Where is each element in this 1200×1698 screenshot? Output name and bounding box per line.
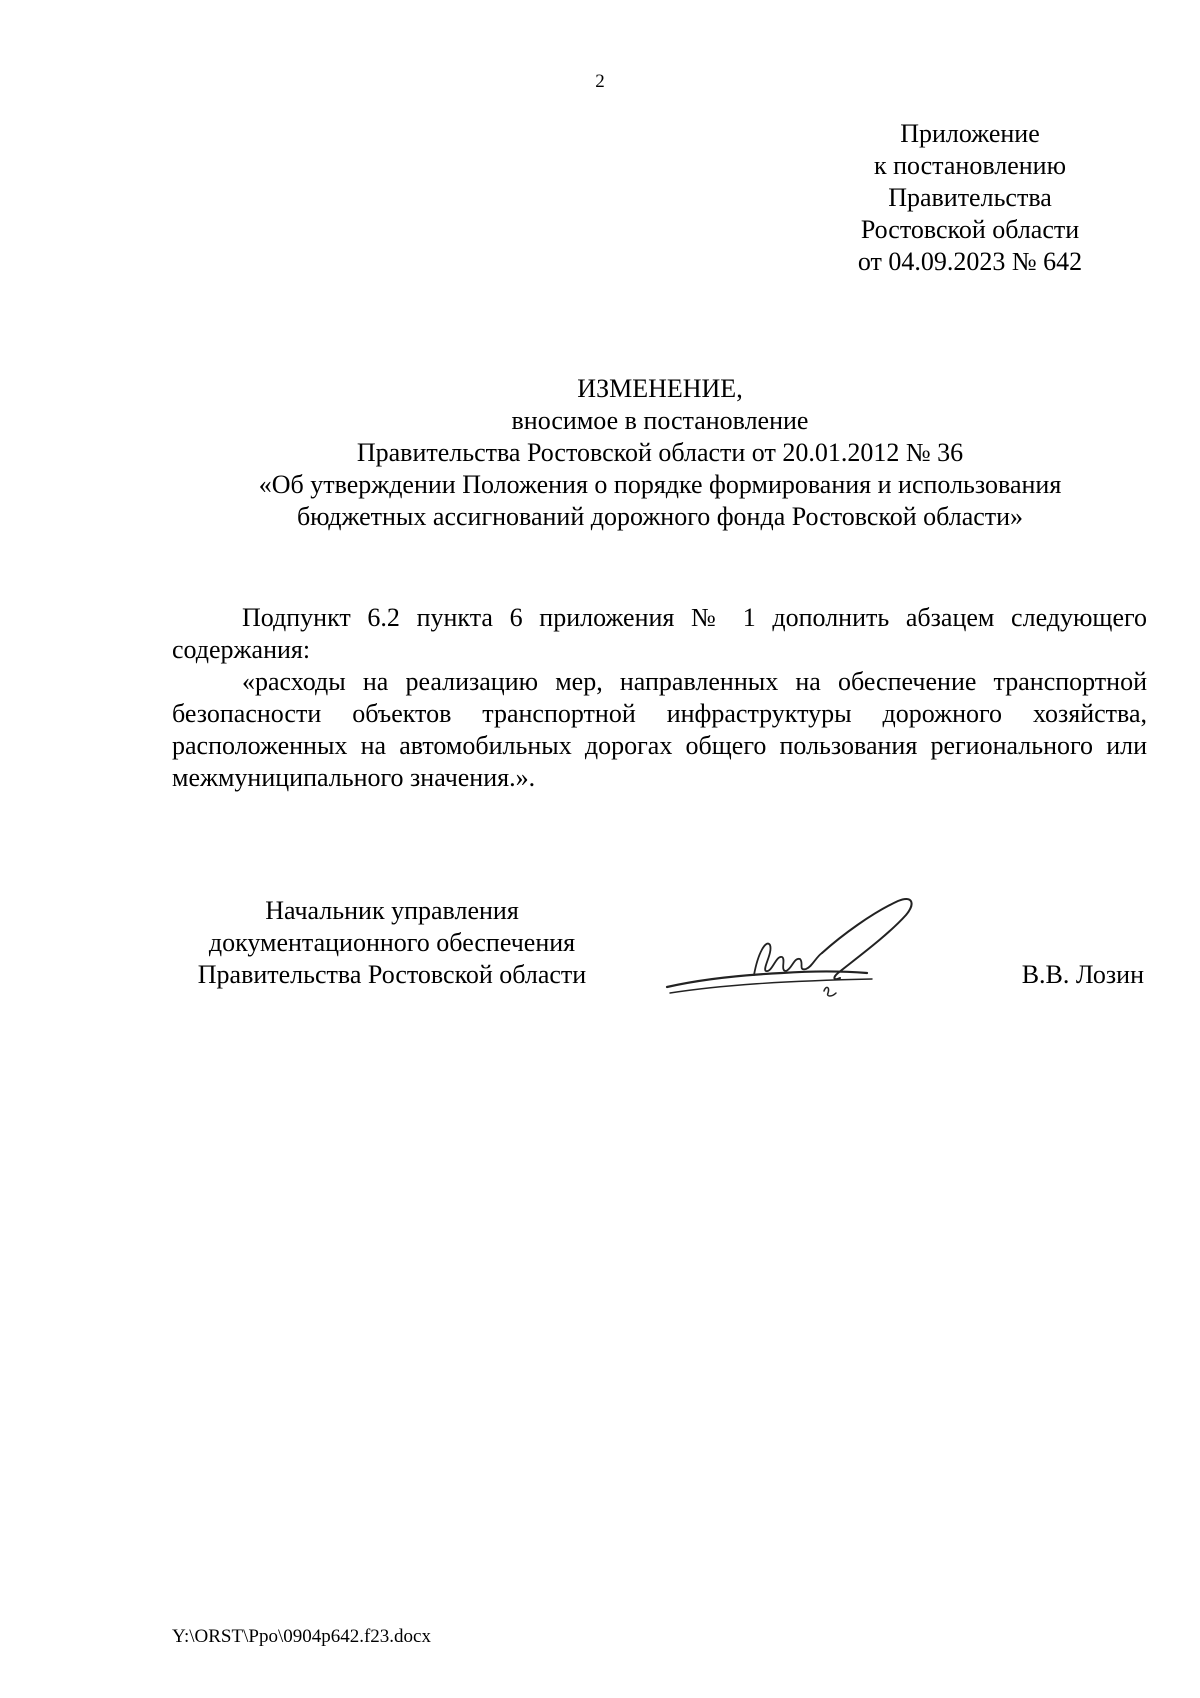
- handwritten-signature: [662, 883, 942, 1013]
- signatory-name: В.В. Лозин: [1021, 960, 1144, 989]
- page-number: 2: [595, 71, 605, 92]
- file-path-footer: Y:\ORST\Ppo\0904p642.f23.docx: [172, 1626, 431, 1647]
- position-line: Начальник управления: [265, 896, 519, 925]
- document-title: [160, 373, 1160, 533]
- appendix-heading: [800, 118, 1140, 278]
- body-paragraph: Подпункт 6.2 пункта 6 приложения № 1 дополнить абзацем следующего содержания:: [172, 603, 1147, 664]
- title-line: бюджетных ассигнований дорожного фонда Ростовской области»: [296, 502, 1024, 531]
- position-line: документационного обеспечения: [208, 928, 576, 957]
- signature-block: [172, 895, 1152, 1035]
- signatory-position: [172, 895, 612, 991]
- title-line: Правительства Ростовской области от 20.01.2012 № 36: [356, 438, 964, 467]
- title-line: «Об утверждении Положения о порядке формирования и использования: [258, 470, 1062, 499]
- body-paragraph: «расходы на реализацию мер, направленных на обеспечение транспортной безопасности объектов транспортной инфраструктуры дорожного хозяйства, расположенных на автомобильных дорогах общего пользования регионального или межмуниципального значения.».: [172, 667, 1147, 792]
- position-line: Правительства Ростовской области: [197, 960, 587, 989]
- document-body: [172, 602, 1147, 794]
- appendix-line: к постановлению: [873, 151, 1067, 180]
- appendix-line: Ростовской области: [860, 215, 1080, 244]
- appendix-line: Правительства: [888, 183, 1052, 212]
- title-line: вносимое в постановление: [511, 406, 809, 435]
- title-line: ИЗМЕНЕНИЕ,: [577, 374, 743, 403]
- appendix-line: Приложение: [900, 119, 1040, 148]
- appendix-line: от 04.09.2023 № 642: [857, 247, 1083, 276]
